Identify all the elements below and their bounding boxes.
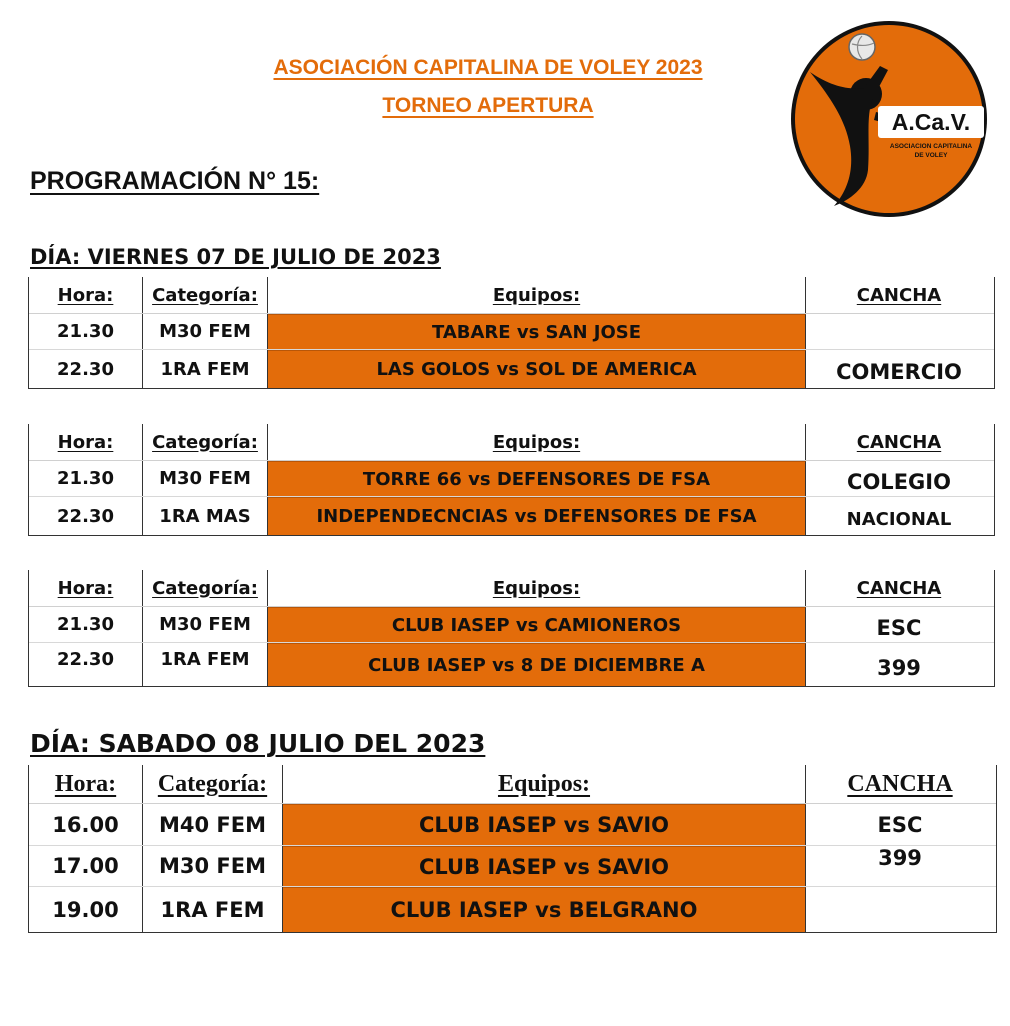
cell-categoria: M30 FEM [143, 607, 268, 642]
cell-hora: 21.30 [29, 461, 143, 496]
table-header [29, 424, 994, 461]
schedule-table [28, 570, 995, 687]
schedule-table [28, 424, 995, 536]
logo-initials: A.Ca.V. [891, 109, 971, 135]
col-cancha: CANCHA [847, 770, 953, 797]
cell-hora: 21.30 [29, 607, 143, 642]
cell-hora: 22.30 [29, 350, 143, 388]
cell-hora: 22.30 [29, 643, 143, 686]
cell-cancha: COMERCIO [836, 360, 962, 384]
table-header [29, 570, 994, 607]
cell-equipos: CLUB IASEP vs BELGRANO [283, 887, 806, 932]
cell-cancha: 399 [877, 655, 921, 680]
col-equipos: Equipos: [283, 765, 806, 803]
association-title: ASOCIACIÓN CAPITALINA DE VOLEY 2023 [273, 56, 703, 79]
col-hora: Hora: [29, 277, 143, 313]
col-hora: Hora: [29, 765, 143, 803]
acav-logo [790, 20, 988, 218]
cell-cancha: 399 [878, 846, 922, 870]
cell-categoria: M40 FEM [143, 804, 283, 845]
col-categoria: Categoría: [143, 765, 283, 803]
cell-cancha: NACIONAL [846, 508, 952, 530]
col-categoria: Categoría: [143, 424, 268, 460]
table-header [29, 765, 996, 804]
cell-hora: 19.00 [29, 887, 143, 932]
cell-hora: 21.30 [29, 314, 143, 349]
col-cancha: CANCHA [856, 577, 942, 599]
col-equipos: Equipos: [268, 424, 806, 460]
tournament-title: TORNEO APERTURA [382, 94, 594, 117]
cell-hora: 17.00 [29, 846, 143, 886]
cell-categoria: 1RA FEM [143, 643, 268, 686]
table-header [29, 277, 994, 314]
cell-equipos: CLUB IASEP vs CAMIONEROS [268, 607, 806, 642]
col-hora: Hora: [29, 424, 143, 460]
cell-equipos: LAS GOLOS vs SOL DE AMERICA [268, 350, 806, 388]
cell-cancha: ESC [877, 812, 923, 837]
table-row [29, 461, 994, 496]
logo-subtitle-1: ASOCIACION CAPITALINA [889, 143, 973, 150]
cell-equipos: INDEPENDECNCIAS vs DEFENSORES DE FSA [268, 497, 806, 535]
cell-cancha: ESC [876, 615, 922, 640]
cell-categoria: 1RA MAS [143, 497, 268, 535]
cell-hora: 16.00 [29, 804, 143, 845]
col-equipos: Equipos: [268, 277, 806, 313]
cell-cancha: COLEGIO [847, 469, 951, 494]
table-row [29, 496, 994, 535]
col-categoria: Categoría: [143, 570, 268, 606]
cell-categoria: M30 FEM [143, 846, 283, 886]
cell-categoria: M30 FEM [143, 314, 268, 349]
table-row [29, 845, 996, 886]
col-cancha: CANCHA [856, 284, 942, 306]
table-row [29, 314, 994, 349]
table-row [29, 607, 994, 642]
schedule-table [28, 765, 997, 933]
schedule-table [28, 277, 995, 389]
col-categoria: Categoría: [143, 277, 268, 313]
table-row [29, 886, 996, 932]
table-row [29, 642, 994, 686]
logo-subtitle-2: DE VOLEY [914, 152, 948, 159]
cell-equipos: CLUB IASEP vs 8 DE DICIEMBRE A [268, 643, 806, 686]
col-cancha: CANCHA [856, 431, 942, 453]
day-title-saturday: DÍA: SABADO 08 JULIO DEL 2023 [30, 729, 486, 758]
cell-equipos: TORRE 66 vs DEFENSORES DE FSA [268, 461, 806, 496]
table-row [29, 349, 994, 388]
table-row [29, 804, 996, 845]
cell-equipos: TABARE vs SAN JOSE [268, 314, 806, 349]
programacion-title: PROGRAMACIÓN N° 15: [30, 167, 320, 195]
cell-equipos: CLUB IASEP vs SAVIO [283, 846, 806, 886]
cell-equipos: CLUB IASEP vs SAVIO [283, 804, 806, 845]
cell-categoria: M30 FEM [143, 461, 268, 496]
col-hora: Hora: [29, 570, 143, 606]
cell-categoria: 1RA FEM [143, 887, 283, 932]
day-title-friday: DÍA: VIERNES 07 DE JULIO DE 2023 [30, 245, 441, 269]
cell-cancha [806, 887, 994, 932]
col-equipos: Equipos: [268, 570, 806, 606]
cell-hora: 22.30 [29, 497, 143, 535]
cell-categoria: 1RA FEM [143, 350, 268, 388]
cell-cancha [806, 314, 992, 349]
